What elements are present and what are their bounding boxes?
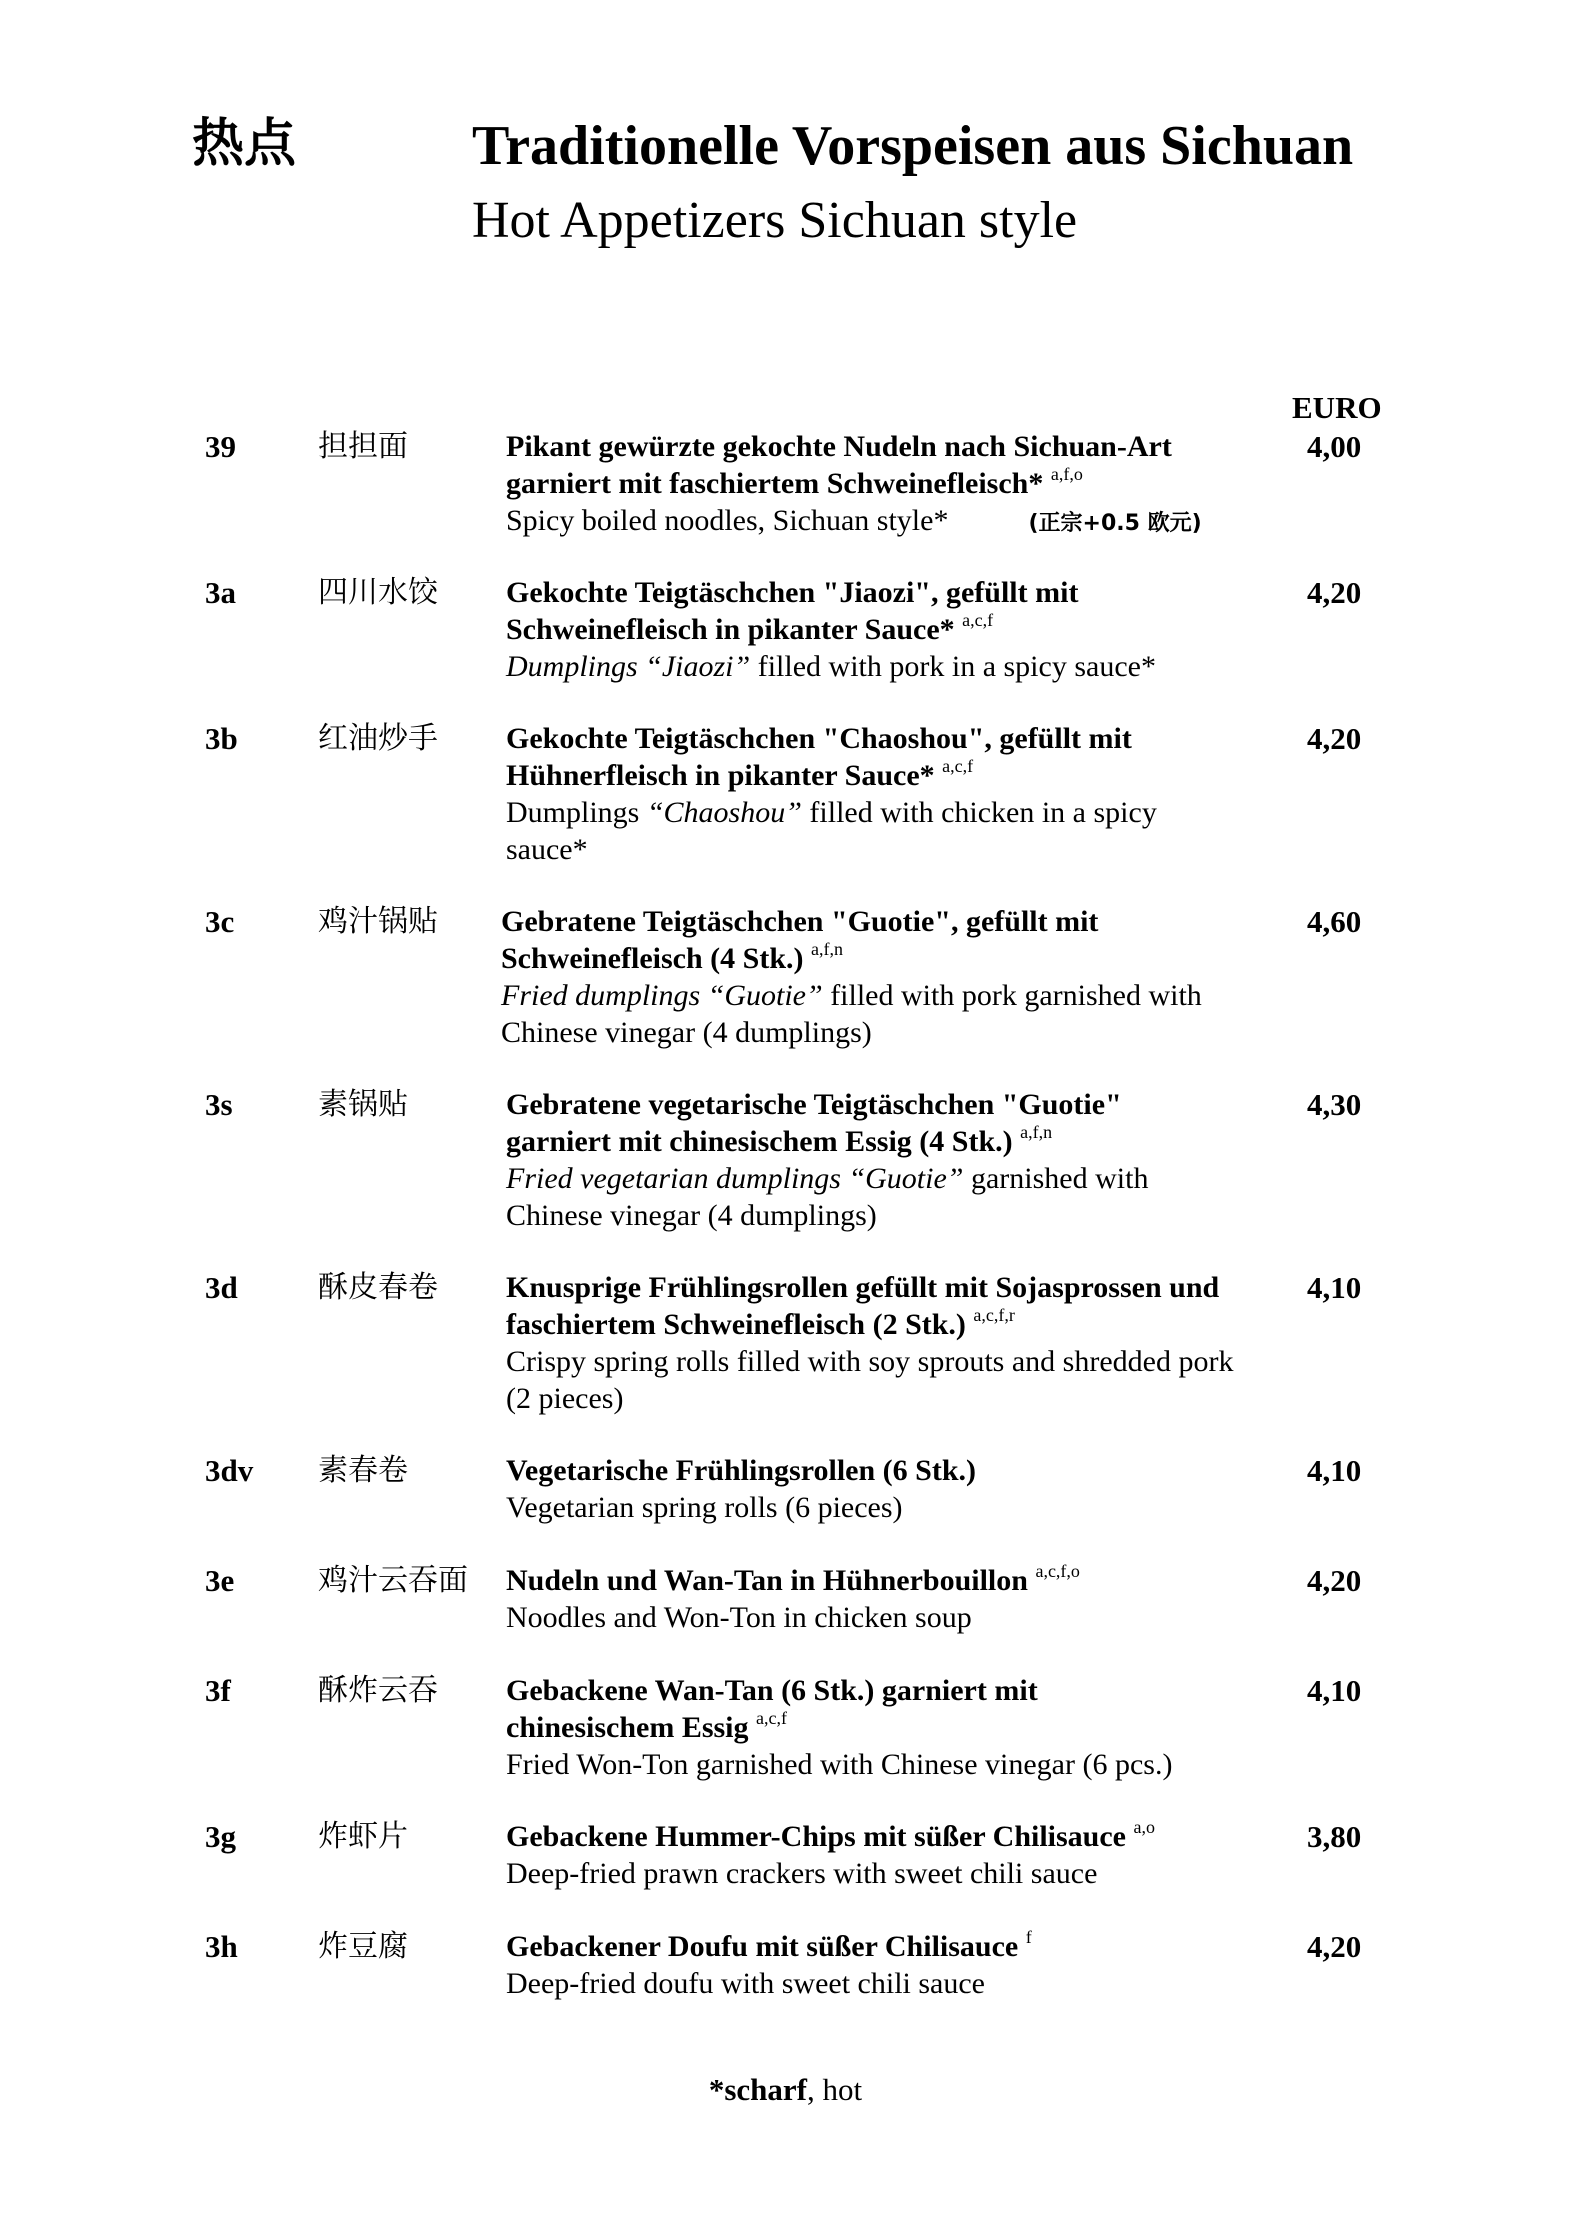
item-number: 3c (205, 904, 235, 939)
item-description (506, 1928, 1266, 2002)
item-english-text: Noodles and Won-Ton in chicken soup (506, 1601, 972, 1634)
item-english-text: Deep-fried doufu with sweet chili sauce (506, 1967, 985, 2000)
item-description (506, 1562, 1266, 1636)
item-english-text: Dumplings “Jiaozi” filled with pork in a spicy sauce* (506, 650, 1156, 683)
item-price: 4,00 (1307, 429, 1362, 464)
item-german-text: Gebackene Hummer-Chips mit süßer Chilisauce $^{a,o}$ (506, 1817, 1155, 1853)
allergen-codes: a,c,f (942, 756, 974, 776)
item-description (501, 903, 1261, 1051)
item-chinese-name: 担担面 (318, 429, 408, 464)
item-number: 3d (205, 1270, 238, 1305)
item-description (506, 1269, 1246, 1417)
item-price: 4,60 (1307, 904, 1362, 939)
footer-spicy-note: *scharf, hot (708, 2072, 863, 2107)
item-price: 4,20 (1307, 575, 1362, 610)
item-english-text: Dumplings “Chaoshou” filled with chicken in a spicy sauce* (506, 796, 1157, 866)
allergen-codes: a,f,o (1050, 464, 1083, 484)
item-english-text: Fried dumplings “Guotie” filled with pork garnished with Chinese vinegar (4 dumplings) (501, 979, 1202, 1049)
header-german-title: Traditionelle Vorspeisen aus Sichuan (472, 115, 1354, 177)
item-chinese-name: 素春卷 (318, 1453, 408, 1488)
item-chinese-name: 鸡汁云吞面 (318, 1563, 468, 1598)
item-description (506, 1672, 1173, 1783)
item-price: 4,30 (1307, 1087, 1362, 1122)
item-number: 3dv (205, 1453, 254, 1488)
item-price: 3,80 (1307, 1819, 1362, 1854)
item-number: 3g (205, 1819, 236, 1854)
item-description (506, 428, 1246, 542)
allergen-codes: a,f,n (1020, 1122, 1053, 1142)
item-german-text: Vegetarische Frühlingsrollen (6 Stk.) (506, 1454, 976, 1487)
item-german-text: Gekochte Teigtäschchen "Chaoshou", gefüllt mit Hühnerfleisch in pikanter Sauce* $^{a,c,f}$ (506, 722, 1132, 792)
currency-label: EURO (1292, 390, 1382, 425)
allergen-codes: a,c,f,o (1035, 1561, 1080, 1581)
item-number: 3h (205, 1929, 238, 1964)
item-chinese-name: 素锅贴 (318, 1087, 408, 1122)
item-price: 4,10 (1307, 1270, 1362, 1305)
item-number: 39 (205, 429, 236, 464)
item-chinese-name: 炸豆腐 (318, 1929, 408, 1964)
item-price: 4,20 (1307, 1929, 1362, 1964)
item-description (506, 1086, 1206, 1234)
item-english-text: Deep-fried prawn crackers with sweet chili sauce (506, 1857, 1098, 1890)
item-number: 3e (205, 1563, 235, 1598)
item-description (506, 574, 1166, 685)
item-german-text: Gebackene Wan-Tan (6 Stk.) garniert mit chinesischem Essig $^{a,c,f}$ (506, 1674, 1038, 1744)
item-note: (正宗+0.5 欧元) (1028, 511, 1202, 536)
allergen-codes: f (1025, 1927, 1032, 1947)
item-chinese-name: 酥炸云吞 (318, 1673, 438, 1708)
item-chinese-name: 红油炒手 (318, 721, 438, 756)
item-english-text: Fried Won-Ton garnished with Chinese vinegar (6 pcs.) (506, 1748, 1173, 1781)
item-price: 4,20 (1307, 721, 1362, 756)
item-german-text: Gebratene Teigtäschchen "Guotie", gefüllt mit Schweinefleisch (4 Stk.) $^{a,f,n}$ (501, 905, 1099, 975)
item-english-text: Fried vegetarian dumplings “Guotie” garnished with Chinese vinegar (4 dumplings) (506, 1162, 1149, 1232)
item-chinese-name: 炸虾片 (318, 1819, 408, 1854)
item-description (506, 1452, 1266, 1526)
item-german-text: Pikant gewürzte gekochte Nudeln nach Sichuan-Art garniert mit faschiertem Schweinefleisch* $^{a,f,o}$ (506, 430, 1172, 500)
item-description (506, 1818, 1266, 1892)
allergen-codes: a,f,n (811, 939, 843, 959)
item-description (506, 720, 1206, 868)
item-number: 3b (205, 721, 238, 756)
item-german-text: Nudeln und Wan-Tan in Hühnerbouillon $^{a,c,f,o}$ (506, 1561, 1080, 1597)
item-german-text: Gekochte Teigtäschchen "Jiaozi", gefüllt mit Schweinefleisch in pikanter Sauce* $^{a,c,f}$ (506, 576, 1079, 646)
item-price: 4,10 (1307, 1453, 1362, 1488)
item-chinese-name: 酥皮春卷 (318, 1270, 438, 1305)
item-number: 3a (205, 575, 236, 610)
item-english-text: Spicy boiled noodles, Sichuan style* (正宗+0.5 欧元) (506, 504, 1202, 537)
allergen-codes: a,o (1133, 1817, 1155, 1837)
item-price: 4,20 (1307, 1563, 1362, 1598)
item-german-text: Knusprige Frühlingsrollen gefüllt mit Sojasprossen und faschiertem Schweinefleisch (2 Stk.) $^{a,c,f,r}$ (506, 1271, 1220, 1341)
item-german-text: Gebackener Doufu mit süßer Chilisauce $^f$ (506, 1927, 1032, 1963)
allergen-codes: a,c,f (962, 610, 994, 630)
item-number: 3s (205, 1087, 233, 1122)
item-german-text: Gebratene vegetarische Teigtäschchen "Guotie" garniert mit chinesischem Essig (4 Stk.) $^{a,f,n}$ (506, 1088, 1122, 1158)
allergen-codes: a,c,f (756, 1708, 788, 1728)
header-english-title: Hot Appetizers Sichuan style (472, 192, 1078, 249)
header-chinese-title: 热点 (192, 113, 297, 174)
item-number: 3f (205, 1673, 231, 1708)
item-chinese-name: 鸡汁锅贴 (318, 904, 438, 939)
item-english-text: Vegetarian spring rolls (6 pieces) (506, 1491, 903, 1524)
item-chinese-name: 四川水饺 (318, 575, 438, 610)
item-price: 4,10 (1307, 1673, 1362, 1708)
item-english-text: Crispy spring rolls filled with soy sprouts and shredded pork (2 pieces) (506, 1345, 1234, 1415)
allergen-codes: a,c,f,r (973, 1305, 1015, 1325)
